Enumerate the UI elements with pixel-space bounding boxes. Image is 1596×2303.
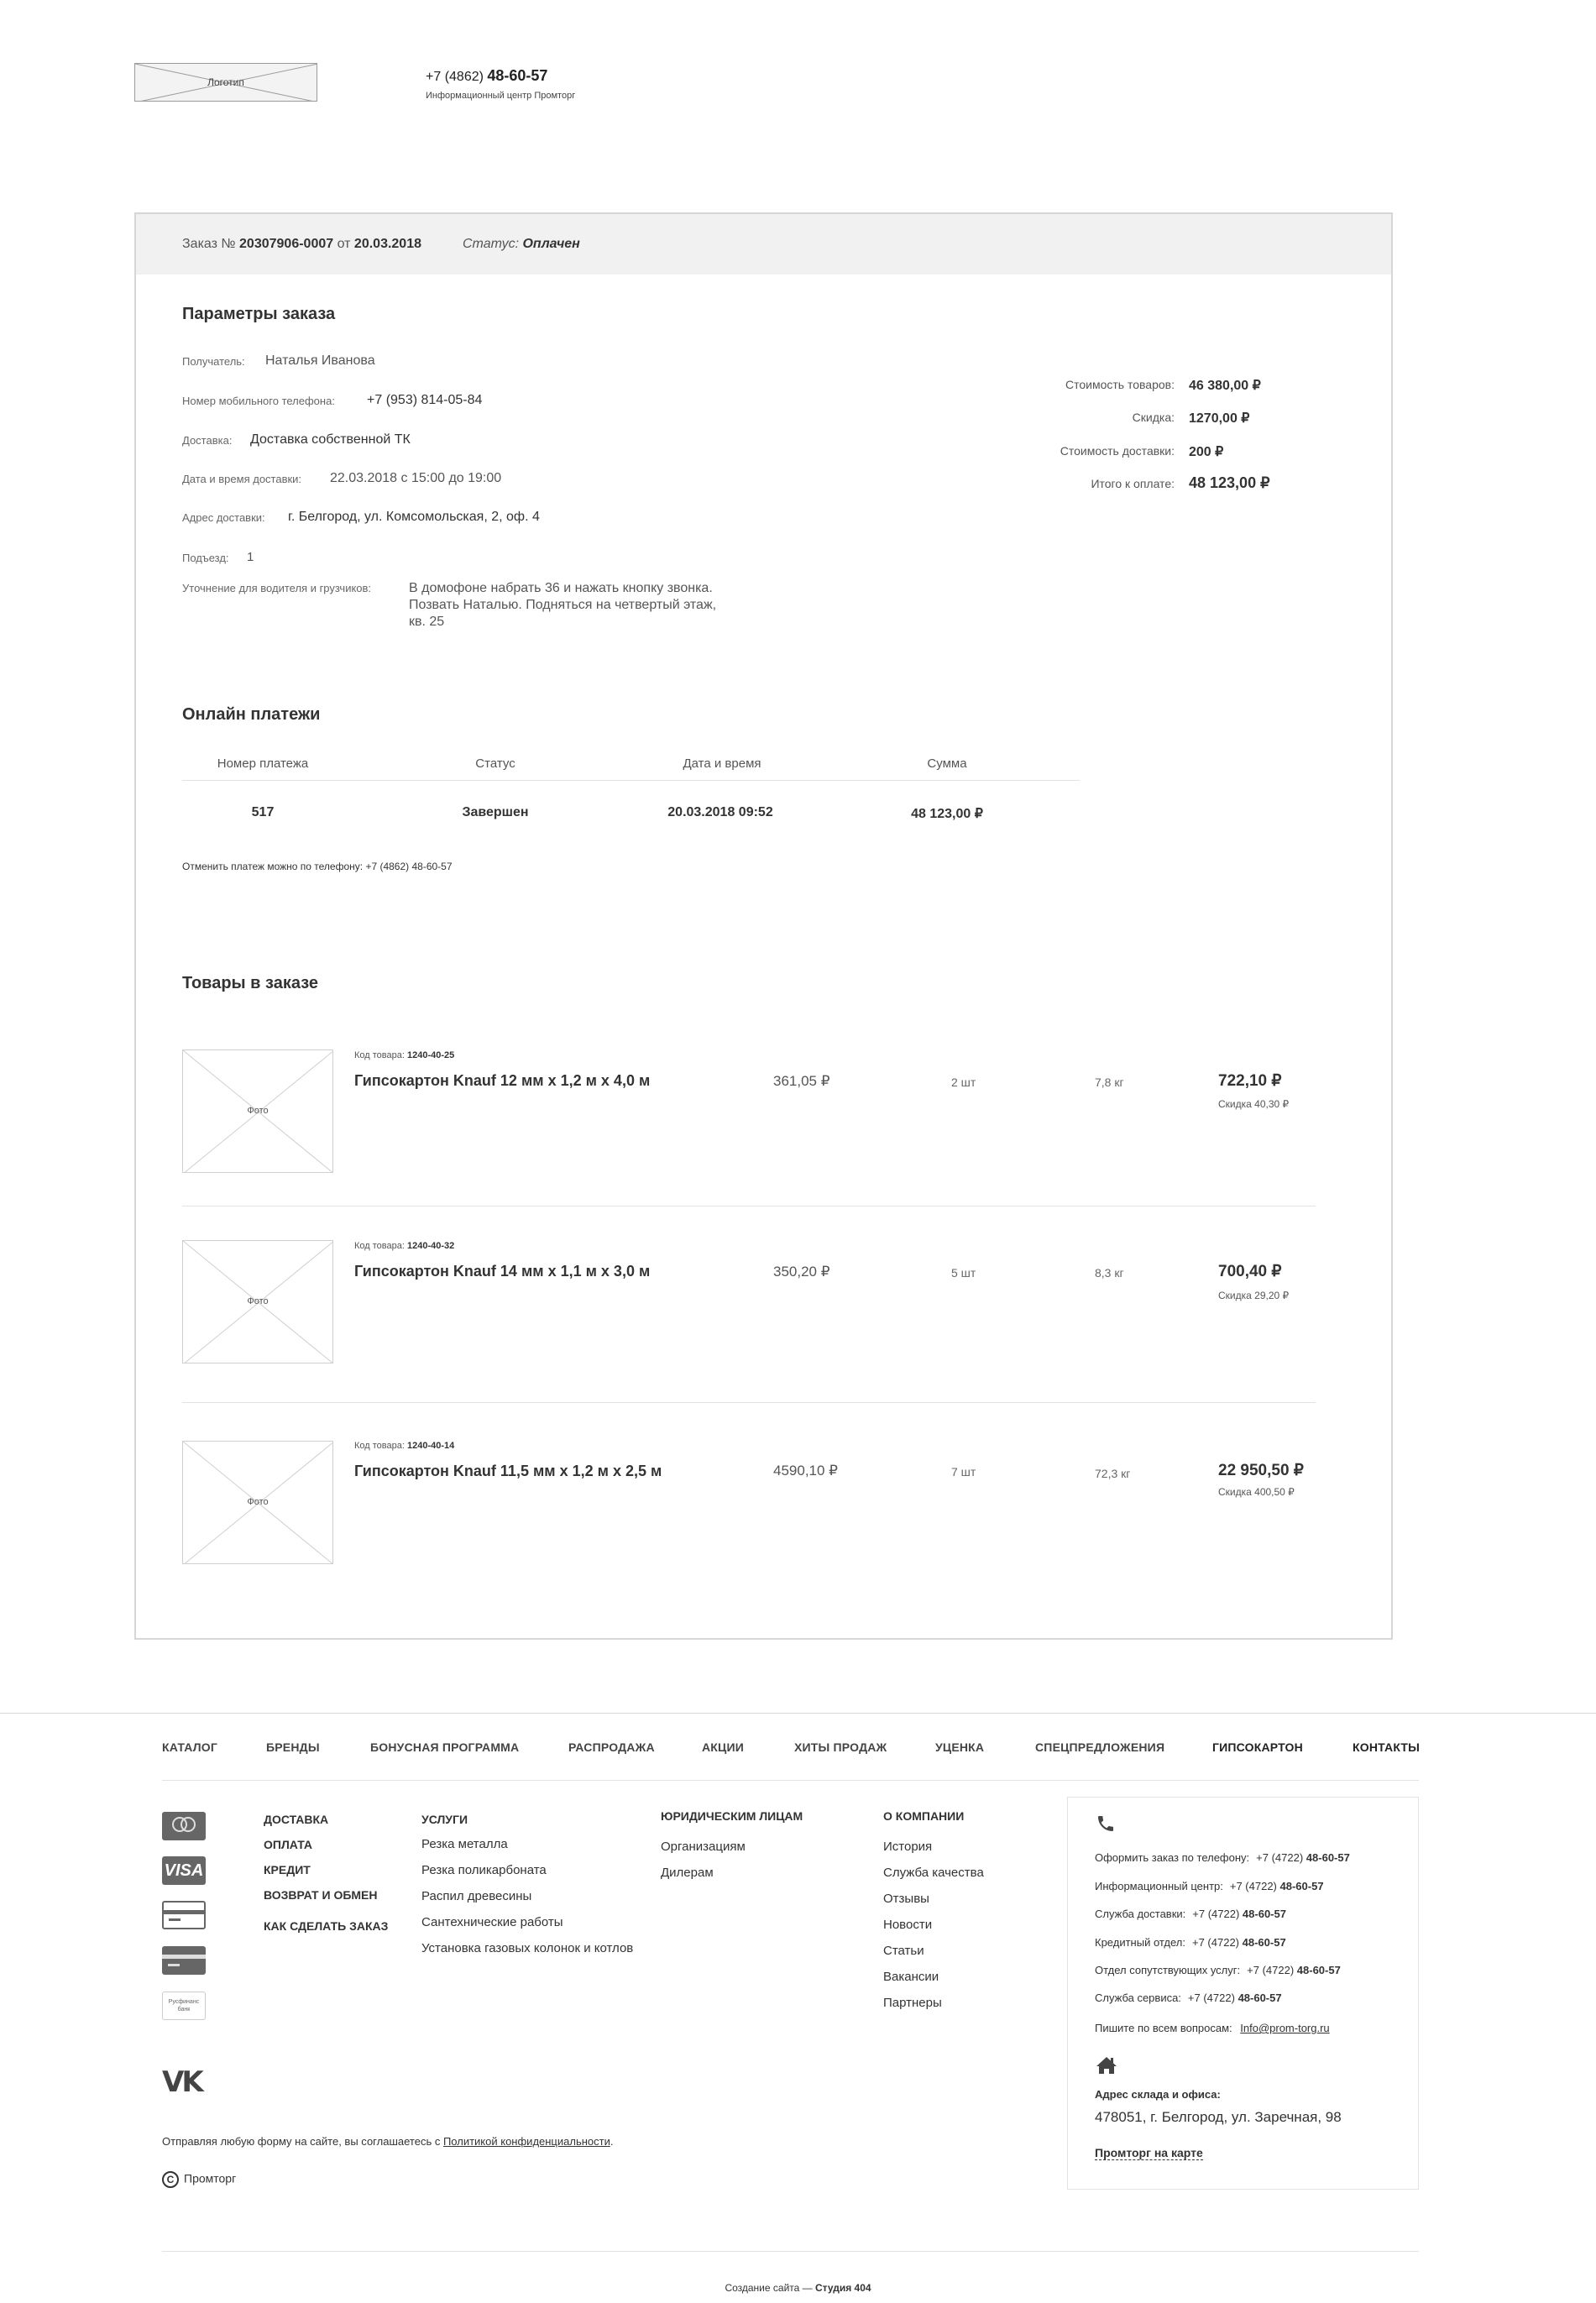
bank-icon: Русфинанс банк [162,1992,206,2020]
payments-title: Онлайн платежи [182,705,321,724]
footer-company-item[interactable]: Новости [883,1918,933,1932]
order-number-line [182,237,421,252]
order-number: 20307906-0007 [239,237,334,251]
contact-row [1095,1880,1324,1892]
footer-nav-promos[interactable]: АКЦИИ [702,1740,745,1754]
contact-label: Оформить заказ по телефону: [1095,1851,1250,1864]
contact-row [1095,1992,1282,2004]
product-code [354,1050,454,1060]
contact-phone-number: 48-60-57 [1238,1992,1282,2004]
footer-divider [0,1713,1596,1714]
footer-link-delivery[interactable]: ДОСТАВКА [264,1813,329,1826]
payment-datetime: 20.03.2018 09:52 [667,805,773,819]
entrance-label: Подъезд: [182,552,229,564]
footer-company-item[interactable]: Служба качества [883,1866,984,1880]
contact-phone-prefix: +7 (4722) [1192,1936,1240,1949]
vk-icon[interactable]: VK [162,2065,201,2099]
discount-label: Скидка: [1132,411,1175,424]
contact-row [1095,1908,1286,1920]
footer-nav-drywall[interactable]: ГИПСОКАРТОН [1212,1740,1303,1754]
footer-link-returns[interactable]: ВОЗВРАТ И ОБМЕН [264,1888,378,1902]
contact-phone-prefix: +7 (4722) [1247,1964,1295,1976]
contact-phone-number: 48-60-57 [1242,1908,1286,1920]
contact-label: Информационный центр: [1095,1880,1223,1892]
address-value: 478051, г. Белгород, ул. Заречная, 98 [1095,2109,1342,2125]
contact-phone[interactable] [1188,1992,1282,2004]
discount-value: 1270,00 ₽ [1189,411,1250,426]
contact-phone[interactable] [1192,1936,1286,1949]
product-code-value: 1240-40-14 [406,1441,455,1451]
product-photo[interactable] [182,1240,333,1363]
footer-service-item[interactable]: Установка газовых колонок и котлов [421,1941,634,1955]
delivery-label: Доставка: [182,434,233,447]
entrance-value: 1 [247,550,254,564]
logo-label: Логотип [207,76,244,88]
delivery-cost-value: 200 ₽ [1189,445,1224,459]
footer-nav-bonus[interactable]: БОНУСНАЯ ПРОГРАММА [370,1740,520,1754]
studio-link[interactable]: Студия 404 [814,2282,871,2294]
product-name[interactable]: Гипсокартон Knauf 14 мм x 1,1 м x 3,0 м [354,1263,651,1280]
footer-link-payment[interactable]: ОПЛАТА [264,1838,312,1851]
products-title: Товары в заказе [182,974,319,992]
footer-service-item[interactable]: Сантехнические работы [421,1915,563,1929]
footer-bottom-divider [162,2251,1419,2252]
copyright [162,2171,236,2188]
address-label: Адрес доставки: [182,511,265,524]
product-code [354,1441,454,1451]
photo-label: Фото [247,1296,269,1306]
recipient-label: Получатель: [182,355,245,368]
footer-service-item[interactable]: Распил древесины [421,1889,532,1903]
map-link[interactable]: Промторг на карте [1095,2146,1203,2159]
footer-nav-bestsellers[interactable]: ХИТЫ ПРОДАЖ [794,1740,887,1754]
footer-link-how-to-order[interactable]: КАК СДЕЛАТЬ ЗАКАЗ [264,1919,389,1933]
copyright-text: Промторг [184,2171,237,2185]
delivery-value: Доставка собственной ТК [250,432,411,447]
product-divider [182,1402,1316,1403]
card-icon-graphic [164,1903,204,1928]
goods-cost-value: 46 380,00 ₽ [1189,379,1261,393]
total-value: 48 123,00 ₽ [1189,474,1270,491]
header-phone[interactable] [426,67,547,85]
photo-label: Фото [247,1106,269,1116]
product-weight: 8,3 кг [1095,1266,1124,1280]
order-status [463,237,580,252]
product-code-label: Код товара: [354,1241,405,1251]
order-label: Заказ № [182,237,236,251]
delivery-cost-label: Стоимость доставки: [1060,444,1175,458]
product-code [354,1241,454,1251]
phone-icon-graphic [1096,1814,1116,1834]
address-label: Адрес склада и офиса: [1095,2088,1221,2101]
footer-nav-divider [162,1780,1419,1781]
contact-phone-prefix: +7 (4722) [1256,1851,1304,1864]
phone-label: Номер мобильного телефона: [182,395,335,407]
contact-row [1095,1964,1341,1976]
email-link[interactable]: Info@prom-torg.ru [1240,2022,1330,2034]
product-name[interactable]: Гипсокартон Knauf 12 мм x 1,2 м x 4,0 м [354,1072,651,1089]
product-discount: Скидка 40,30 ₽ [1218,1098,1290,1110]
product-total: 700,40 ₽ [1218,1263,1282,1280]
payments-col-number: Номер платежа [217,756,309,771]
order-from-label: от [337,237,351,251]
order-status-value: Оплачен [522,237,580,251]
footer-legal-item[interactable]: Дилерам [661,1866,714,1880]
footer-nav-catalog[interactable]: КАТАЛОГ [162,1740,217,1754]
studio-credit [0,2282,1596,2294]
header-phone-number: 48-60-57 [487,67,548,84]
product-code-value: 1240-40-32 [406,1241,455,1251]
contact-phone-number: 48-60-57 [1296,1964,1341,1976]
phone-icon [1096,1814,1116,1838]
product-discount: Скидка 400,50 ₽ [1218,1486,1295,1498]
mastercard-icon-graphic [162,1812,206,1840]
product-price: 361,05 ₽ [773,1073,830,1089]
visa-icon: VISA [162,1856,206,1885]
footer-nav-markdown[interactable]: УЦЕНКА [935,1740,985,1754]
contact-phone[interactable] [1192,1908,1286,1920]
contact-phone-number: 48-60-57 [1279,1880,1324,1892]
footer-service-item[interactable]: Резка поликарбоната [421,1863,547,1877]
contact-label: Кредитный отдел: [1095,1936,1185,1949]
product-weight: 7,8 кг [1095,1076,1124,1089]
product-quantity: 2 шт [951,1076,976,1089]
product-discount: Скидка 29,20 ₽ [1218,1290,1290,1301]
product-code-label: Код товара: [354,1050,405,1060]
payment-amount: 48 123,00 ₽ [911,807,983,821]
contact-phone[interactable] [1247,1964,1341,1976]
footer-nav-special[interactable]: СПЕЦПРЕДЛОЖЕНИЯ [1035,1740,1165,1754]
copyright-icon: C [162,2171,179,2188]
home-icon-graphic [1096,2055,1117,2075]
privacy-note: Отправляя любую форму на сайте, вы соглашаетесь с Политикой конфиденциальности. [162,2135,614,2148]
footer-service-item[interactable]: Резка металла [421,1837,508,1851]
product-photo[interactable] [182,1441,333,1564]
card-icon-graphic [162,1946,206,1975]
comment-label: Уточнение для водителя и грузчиков: [182,582,372,594]
payments-col-status: Статус [475,756,515,771]
footer-company-item[interactable]: История [883,1840,933,1854]
card-icon [162,1901,206,1929]
product-price: 4590,10 ₽ [773,1463,838,1479]
payment-number: 517 [251,805,275,819]
contact-phone[interactable] [1230,1880,1324,1892]
address-value: г. Белгород, ул. Комсомольская, 2, оф. 4 [288,510,540,524]
privacy-note-text: Отправляя любую форму на сайте, вы соглашаетесь с [162,2135,441,2148]
order-date: 20.03.2018 [353,237,421,251]
order-status-label: Статус: [463,237,520,251]
contact-label: Служба доставки: [1095,1908,1186,1920]
footer-legal-item[interactable]: Организациям [661,1840,746,1854]
contact-phone-prefix: +7 (4722) [1192,1908,1240,1920]
photo-label: Фото [247,1497,269,1507]
contact-phone-prefix: +7 (4722) [1187,1992,1235,2004]
order-card [134,212,1393,1640]
home-icon [1096,2055,1117,2080]
contact-phone-prefix: +7 (4722) [1229,1880,1277,1892]
recipient-value: Наталья Иванова [265,353,375,368]
product-quantity: 5 шт [951,1266,976,1280]
contact-row [1095,1851,1350,1864]
product-name[interactable]: Гипсокартон Knauf 11,5 мм x 1,2 м x 2,5 м [354,1463,662,1479]
params-title: Параметры заказа [182,305,336,323]
footer-services-title[interactable]: УСЛУГИ [421,1813,468,1826]
payments-col-datetime: Дата и время [683,756,761,771]
product-price: 350,20 ₽ [773,1264,830,1280]
logo[interactable] [134,63,317,102]
header-subtitle: Информационный центр Промторг [426,91,576,101]
footer-company-item[interactable]: Статьи [883,1944,924,1958]
delivery-datetime-value: 22.03.2018 с 15:00 до 19:00 [330,471,502,485]
product-quantity: 7 шт [951,1465,976,1479]
product-code-label: Код товара: [354,1441,405,1451]
mastercard-icon [162,1812,206,1840]
footer-link-credit[interactable]: КРЕДИТ [264,1863,311,1876]
payment-status: Завершен [462,805,529,819]
product-weight: 72,3 кг [1095,1467,1131,1480]
contact-label: Служба сервиса: [1095,1992,1181,2004]
comment-value: В домофоне набрать 36 и нажать кнопку звонка. Позвать Наталью. Подняться на четвертый этаж, кв. 25 [409,581,717,629]
phone-value: +7 (953) 814-05-84 [367,393,483,407]
privacy-policy-link[interactable]: Политикой конфиденциальности [442,2135,610,2148]
card-icon [162,1946,206,1975]
payments-divider [182,780,1080,781]
contact-phone[interactable] [1256,1851,1350,1864]
contact-row [1095,1936,1286,1949]
footer-nav-brands[interactable]: БРЕНДЫ [266,1740,320,1754]
footer-company-title[interactable]: О КОМПАНИИ [883,1809,965,1823]
footer-legal-title[interactable]: ЮРИДИЧЕСКИМ ЛИЦАМ [661,1809,803,1823]
contact-phone-number: 48-60-57 [1242,1936,1286,1949]
footer-company-item[interactable]: Партнеры [883,1996,942,2010]
footer-nav-sale[interactable]: РАСПРОДАЖА [568,1740,655,1754]
product-total: 722,10 ₽ [1218,1072,1282,1090]
footer-company-item[interactable]: Вакансии [883,1970,939,1984]
studio-text: Создание сайта — [725,2282,813,2294]
footer-nav-contacts[interactable]: КОНТАКТЫ [1353,1740,1421,1754]
contact-label: Отдел сопутствующих услуг: [1095,1964,1241,1976]
product-total: 22 950,50 ₽ [1218,1462,1304,1479]
payment-cancel-note: Отменить платеж можно по телефону: +7 (4862) 48-60-57 [182,861,453,872]
email-row [1095,2022,1330,2034]
product-code-value: 1240-40-25 [406,1050,455,1060]
payments-col-amount: Сумма [927,756,967,771]
contact-phone-number: 48-60-57 [1306,1851,1350,1864]
product-photo[interactable] [182,1049,333,1173]
delivery-datetime-label: Дата и время доставки: [182,473,302,485]
header-phone-prefix: +7 (4862) [426,70,484,84]
total-label: Итого к оплате: [1091,477,1175,490]
footer-company-item[interactable]: Отзывы [883,1892,929,1906]
email-label: Пишите по всем вопросам: [1095,2022,1232,2034]
goods-cost-label: Стоимость товаров: [1065,378,1175,391]
